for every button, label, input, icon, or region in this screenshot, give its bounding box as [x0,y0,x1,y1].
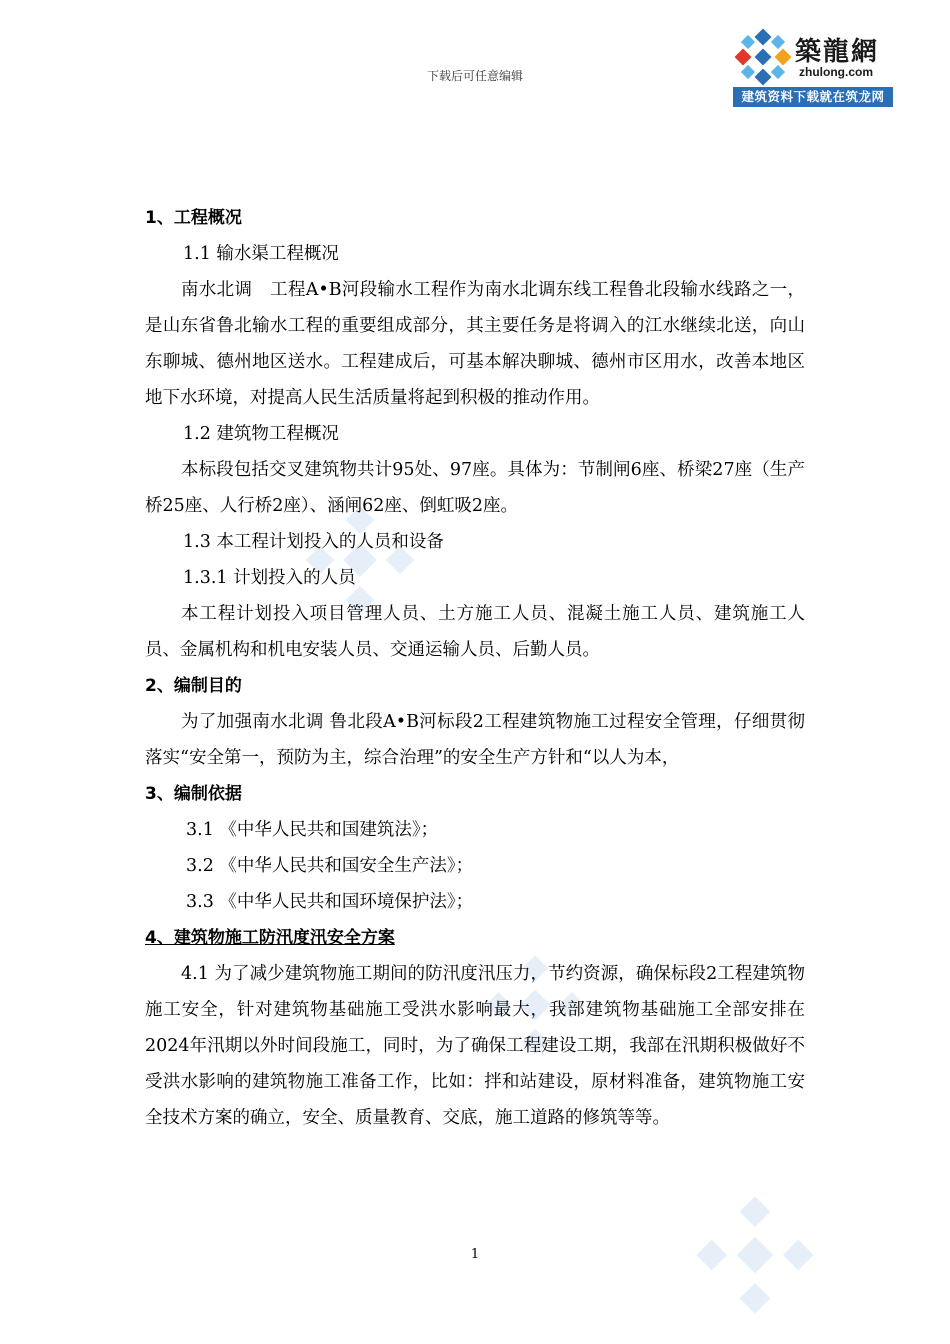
header-note: 下载后可任意编辑 [426,69,523,83]
subsection-heading: 1.3.1 计划投入的人员 [183,568,356,588]
logo-slogan: 建筑资料下载就在筑龙网 [733,87,893,107]
subsection-heading: 1.2 建筑物工程概况 [183,424,339,444]
law-reference: 3.2 《中华人民共和国安全生产法》； [186,856,474,876]
section-heading: 2、编制目的 [145,676,242,696]
paragraph: 为了加强南水北调 鲁北段A•B河标段2工程建筑物施工过程安全管理，仔细贯彻落实“安全第一，预防为主，综合治理”的安全生产方针和“以人为本， [145,712,805,768]
paragraph: 本标段包括交叉建筑物共计95处、97座。具体为：节制闸6座、桥梁27座（生产桥25座、人行桥2座）、涵闸62座、倒虹吸2座。 [145,460,805,516]
law-reference: 3.3 《中华人民共和国环境保护法》； [186,892,474,912]
subsection-heading: 1.1 输水渠工程概况 [183,244,339,264]
subsection-heading: 1.3 本工程计划投入的人员和设备 [183,532,444,552]
logo-name: 築龍網 [795,37,880,67]
paragraph: 本工程计划投入项目管理人员、土方施工人员、混凝土施工人员、建筑施工人员、金属机构和机电安装人员、交通运输人员、后勤人员。 [145,604,805,660]
paragraph: 4.1 为了减少建筑物施工期间的防汛度汛压力，节约资源，确保标段2工程建筑物施工安全，针对建筑物基础施工受洪水影响最大，我部建筑物基础施工全部安排在2024年汛期以外时间段施工，同时，为了确保工程建设工期，我部在汛期积极做好不受洪水影响的建筑物施工准备工作，比如：拌和站建设，原材料准备，建筑物施工安全技术方案的确立，安全、质量教育、交底，施工道路的修筑等等。 [145,964,805,1128]
section-heading: 1、工程概况 [145,208,242,228]
section-heading: 4、建筑物施工防汛度汛安全方案 [145,928,395,948]
paragraph: 南水北调 工程A•B河段输水工程作为南水北调东线工程鲁北段输水线路之一，是山东省鲁北输水工程的重要组成部分，其主要任务是将调入的江水继续北送，向山东聊城、德州地区送水。工程建成后，可基本解决聊城、德州市区用水，改善本地区地下水环境，对提高人民生活质量将起到积极的推动作用。 [145,280,805,408]
law-reference: 3.1 《中华人民共和国建筑法》； [186,820,439,840]
document-body [145,200,805,1136]
page-number: 1 [470,1247,480,1262]
section-heading: 3、编制依据 [145,784,242,804]
logo-domain: zhulong.com [799,65,873,79]
zhulong-logo [733,27,893,107]
